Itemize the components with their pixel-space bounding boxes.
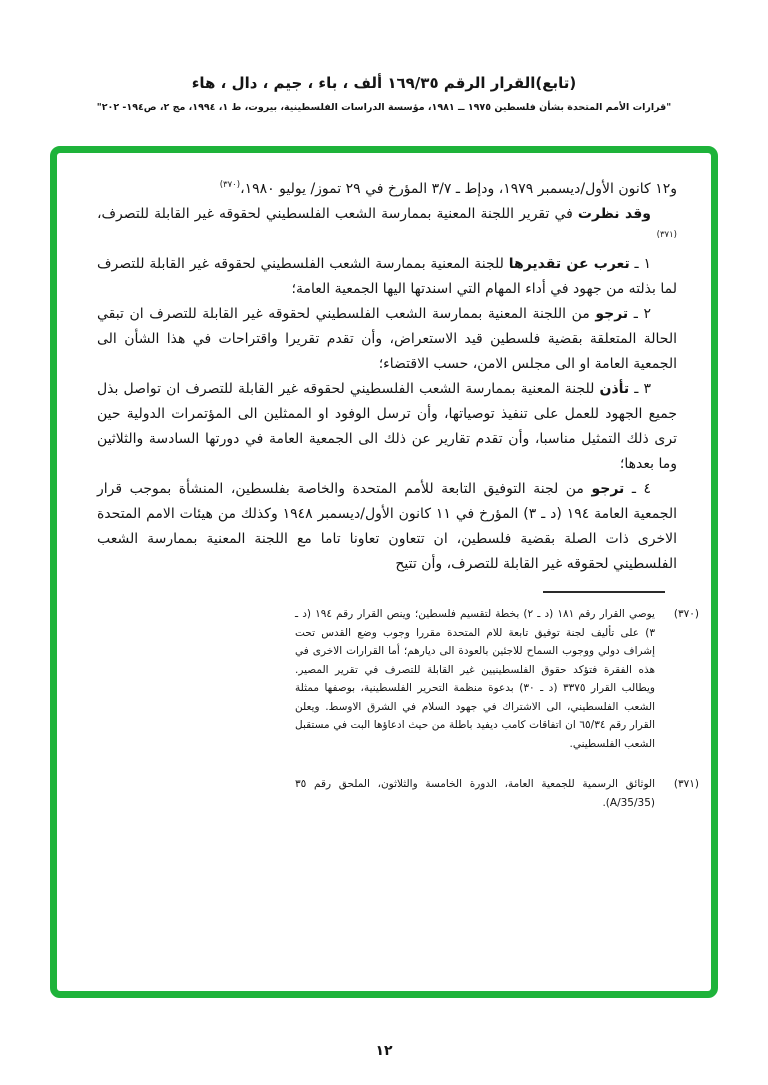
resolution-title: (تابع)القرار الرقم ١٦٩/٣٥ ألف ، باء ، جيم ، دال ، هاء	[191, 74, 577, 92]
footnote-text: الوثائق الرسمية للجمعية العامة، الدورة الخامسة والثلاثون، الملحق رقم ٣٥ (A/35/35).	[295, 778, 655, 809]
footnote-ref-370: (٣٧٠)	[219, 180, 241, 190]
resolution-item-4	[97, 477, 677, 577]
item-text: من لجنة التوفيق التابعة للأمم المتحدة والخاصة بفلسطين، المنشأة بموجب قرار الجمعية العامة ١٩٤ (د ـ ٣) المؤرخ في ١١ كانون الأول/ديسمبر ١٩٤٨ وكذلك من هيئات الامم المتحدة الاخرى ذات الصلة بقضية فلسطين، ان تتعاون تعاونا تاما مع اللجنة المعنية بممارسة الشعب الفلسطيني لحقوقه غير القابلة للتصرف، وأن تتيح	[97, 481, 677, 572]
footnote-370	[295, 605, 699, 753]
item-text: للجنة المعنية بممارسة الشعب الفلسطيني لحقوقه غير القابلة للتصرف لما بذلته من جهود في أداء المهام التي اسندتها اليها الجمعية العامة؛	[97, 256, 677, 297]
item-text: للجنة المعنية بممارسة الشعب الفلسطيني لحقوقه غير القابلة للتصرف ان تواصل بذل جميع الجهود للعمل على تنفيذ توصياتها، وأن ترسل الوفود او الممثلين الى المؤتمرات الدولية حين ترى ذلك التمثيل مناسبا، وأن تقدم تقارير عن ذلك الى الجمعية العامة في دورتها السادسة والثلاثين وما بعدها؛	[97, 381, 677, 472]
resolution-item-1	[97, 252, 677, 302]
item-number: ٣ ـ	[634, 381, 652, 397]
paragraph-intro-continuation	[97, 177, 677, 202]
item-lead: تعرب عن تقديرها	[508, 256, 630, 272]
paragraph-preamble	[97, 202, 677, 252]
item-number: ١ ـ	[634, 256, 652, 272]
source-citation: "قرارات الأمم المتحدة بشأن فلسطين ١٩٧٥ ــ ١٩٨١، مؤسسة الدراسات الفلسطينية، بيروت، ط ١، ١٩٩٤، مج ٢، ص١٩٤- ٢٠٢"	[96, 102, 672, 113]
footnotes-section	[295, 605, 699, 812]
preamble-lead: وقد نظرت	[577, 206, 651, 222]
item-text: من اللجنة المعنية بممارسة الشعب الفلسطيني لحقوقه غير القابلة للتصرف ان تبقي الحالة المتعلقة بقضية فلسطين قيد الاستعراض، وأن تقدم تقريرا واقتراحات في هذا الشأن الى الجمعية العامة او الى مجلس الامن، حسب الاقتضاء؛	[97, 306, 677, 372]
item-number: ٢ ـ	[633, 306, 651, 322]
footnote-number: (٣٧٠)	[673, 608, 699, 620]
page-number: ١٢	[375, 1043, 393, 1059]
footnote-separator	[543, 591, 665, 593]
resolution-item-2	[97, 302, 677, 377]
green-highlight-box	[50, 146, 718, 998]
page-header	[0, 74, 768, 113]
resolution-item-3	[97, 377, 677, 477]
footnote-number: (٣٧١)	[673, 778, 699, 790]
preamble-text: في تقرير اللجنة المعنية بممارسة الشعب الفلسطيني لحقوقه غير القابلة للتصرف،	[97, 206, 573, 222]
item-lead: ترجو	[595, 306, 629, 322]
item-lead: تأذن	[599, 381, 630, 397]
resolution-text	[57, 153, 711, 577]
intro-text: و١٢ كانون الأول/ديسمبر ١٩٧٩، ودإط ـ ٣/٧ المؤرخ في ٢٩ تموز/ يوليو ١٩٨٠،	[240, 181, 677, 197]
item-number: ٤ ـ	[631, 481, 652, 497]
footnote-371	[295, 775, 699, 812]
footnote-text: يوصي القرار رقم ١٨١ (د ـ ٢) بخطة لتقسيم فلسطين؛ وينص القرار رقم ١٩٤ (د ـ ٣) على تأليف لجنة توفيق تابعة للام المتحدة مقررا وجوب وضع القدس تحت إشراف دولي ووجوب السماح للاجئين بالعودة الى ديارهم؛ أما القرارات الاخرى في هذه الفقرة فتؤكد حقوق الفلسطينيين غير القابلة للتصرف في تقرير المصير. ويطالب القرار ٣٣٧٥ (د ـ ٣٠) بدعوة منظمة التحرير الفلسطينية، بوصفها ممثلة الشعب الفلسطيني، الى الاشتراك في جهود السلام في الشرق الاوسط. ويعلن القرار رقم ٦٥/٣٤ ان اتفاقات كامب ديفيد باطلة من حيث ادعاؤها البت في مستقبل الشعب الفلسطيني.	[295, 608, 656, 750]
footnote-ref-371: (٣٧١)	[656, 230, 677, 240]
item-lead: ترجو	[591, 481, 625, 497]
